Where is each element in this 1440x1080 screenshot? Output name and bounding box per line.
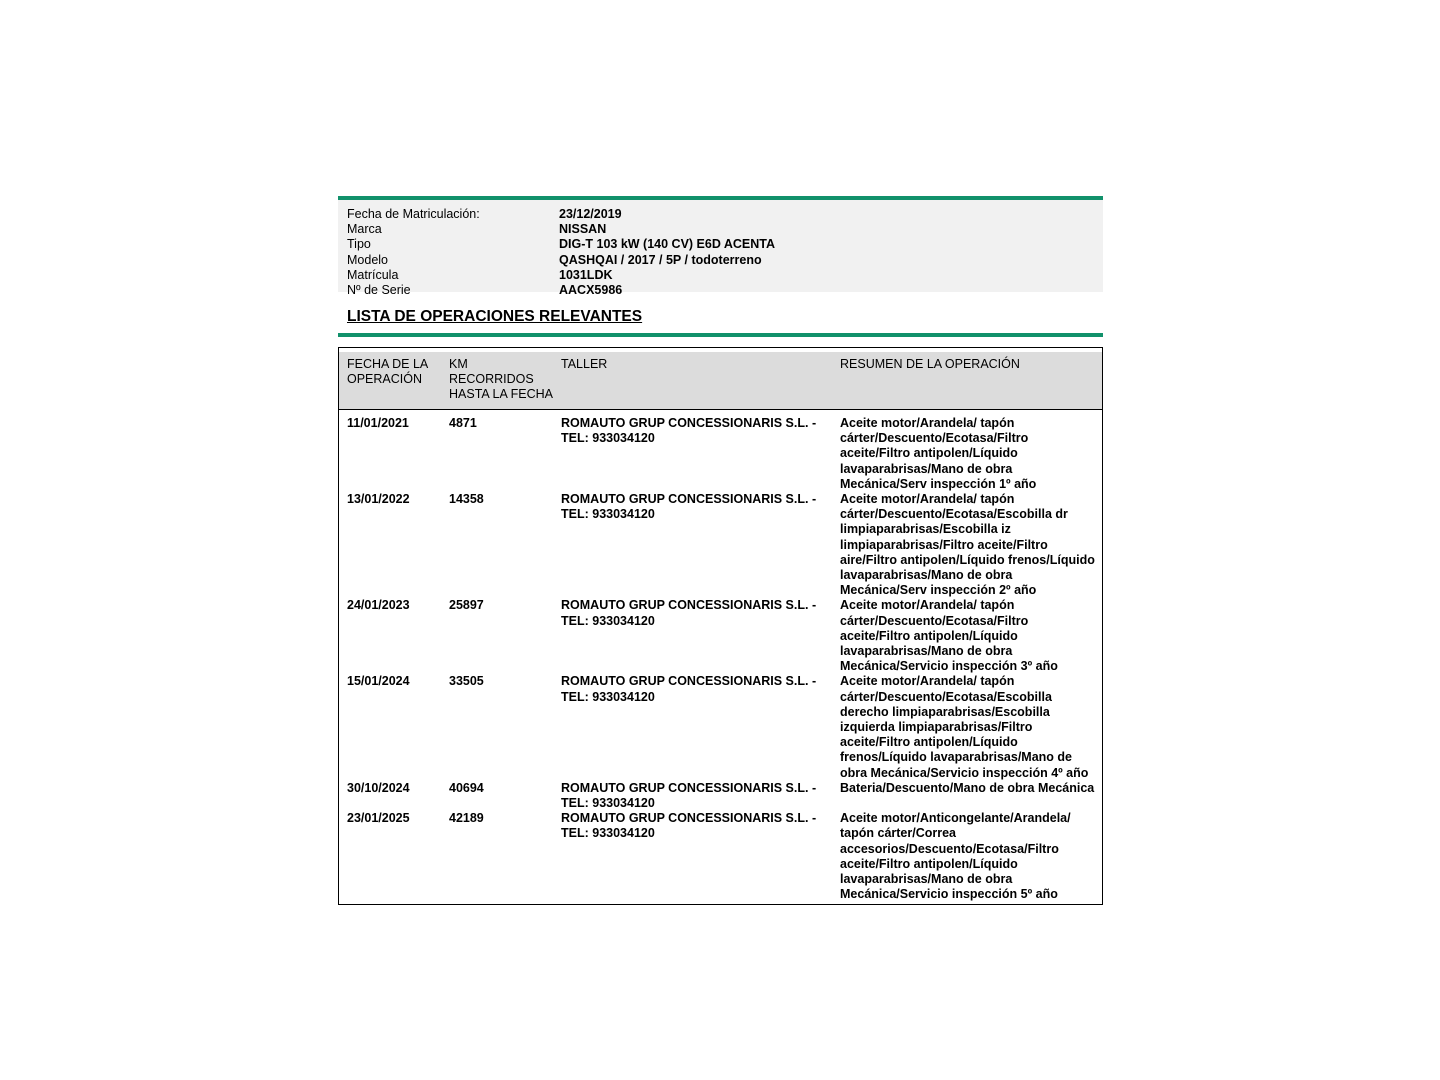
table-row: [339, 416, 1102, 492]
field-label: Fecha de Matriculación:: [347, 207, 480, 221]
field-value: 23/12/2019: [559, 207, 622, 221]
field-label: Modelo: [347, 252, 388, 267]
row-date: 24/01/2023: [347, 598, 410, 613]
table-row: [339, 674, 1102, 780]
field-value: NISSAN: [559, 222, 607, 237]
field-value: DIG-T 103 kW (140 CV) E6D ACENTA: [559, 237, 776, 252]
row-resumen: Bateria/Descuento/Mano de obra Mecánica: [840, 780, 1095, 795]
vehicle-info-box: [338, 200, 1103, 297]
vehicle-field-brand: [347, 222, 1094, 237]
row-taller: ROMAUTO GRUP CONCESSIONARIS S.L. - TEL: 933034120: [561, 674, 817, 704]
row-taller: ROMAUTO GRUP CONCESSIONARIS S.L. - TEL: 933034120: [561, 598, 817, 628]
row-km: 4871: [449, 416, 477, 430]
field-value: 1031LDK: [559, 267, 613, 282]
row-km: 25897: [449, 598, 484, 613]
row-resumen: Aceite motor/Arandela/ tapón cárter/Descuento/Ecotasa/Escobilla dr limpiaparabrisas/Escobilla iz limpiaparabrisas/Filtro aceite/Filtro aire/Filtro antipolen/Líquido frenos/Líquido lavaparabrisas/Mano de obra Mecánica/Serv inspección 2º año: [840, 492, 1095, 598]
row-date: 15/01/2024: [347, 674, 410, 689]
operations-table: [338, 347, 1103, 905]
header-resumen: RESUMEN DE LA OPERACIÓN: [840, 357, 1020, 371]
header-taller: TALLER: [561, 357, 608, 371]
row-date: 23/01/2025: [347, 811, 410, 826]
row-taller: ROMAUTO GRUP CONCESSIONARIS S.L. - TEL: 933034120: [561, 780, 817, 811]
header-date: FECHA DE LA OPERACIÓN: [347, 357, 428, 387]
field-label: Matrícula: [347, 267, 399, 282]
field-value: AACX5986: [559, 282, 623, 297]
field-value: QASHQAI / 2017 / 5P / todoterreno: [559, 252, 762, 267]
vehicle-field-serial: [347, 283, 1094, 298]
row-resumen: Aceite motor/Arandela/ tapón cárter/Descuento/Ecotasa/Filtro aceite/Filtro antipolen/Líquido lavaparabrisas/Mano de obra Mecánica/Serv inspección 1º año: [840, 416, 1037, 491]
row-resumen: Aceite motor/Arandela/ tapón cárter/Descuento/Ecotasa/Escobilla derecho limpiaparabrisas/Escobilla izquierda limpiaparabrisas/Filtro aceite/Filtro antipolen/Líquido frenos/Líquido lavaparabrisas/Mano de obra Mecánica/Servicio inspección 4º año: [840, 674, 1089, 780]
row-km: 42189: [449, 811, 484, 826]
row-date: 13/01/2022: [347, 492, 410, 507]
field-label: Marca: [347, 222, 382, 237]
row-date: 30/10/2024: [347, 780, 410, 795]
section-title: LISTA DE OPERACIONES RELEVANTES: [347, 308, 643, 325]
field-label: Nº de Serie: [347, 282, 411, 297]
table-row: [339, 492, 1102, 598]
row-km: 40694: [449, 780, 484, 795]
row-taller: ROMAUTO GRUP CONCESSIONARIS S.L. - TEL: 933034120: [561, 416, 817, 446]
row-resumen: Aceite motor/Arandela/ tapón cárter/Descuento/Ecotasa/Filtro aceite/Filtro antipolen/Líquido lavaparabrisas/Mano de obra Mecánica/Servicio inspección 3º año: [840, 598, 1058, 674]
header-km: KM RECORRIDOS HASTA LA FECHA: [449, 357, 553, 402]
vehicle-report: [338, 196, 1103, 905]
row-km: 14358: [449, 492, 484, 507]
table-row: [339, 781, 1102, 811]
row-taller: ROMAUTO GRUP CONCESSIONARIS S.L. - TEL: 933034120: [561, 492, 817, 522]
table-body: [339, 410, 1102, 904]
field-label: Tipo: [347, 237, 371, 252]
table-row: [339, 598, 1102, 674]
vehicle-field-model: [347, 253, 1094, 268]
vehicle-field-type: [347, 237, 1094, 252]
section-divider: [338, 333, 1103, 337]
vehicle-field-plate: [347, 268, 1094, 283]
vehicle-field-registration-date: [347, 207, 1094, 222]
row-taller: ROMAUTO GRUP CONCESSIONARIS S.L. - TEL: 933034120: [561, 811, 817, 841]
row-date: 11/01/2021: [347, 416, 409, 430]
row-km: 33505: [449, 674, 484, 689]
row-resumen: Aceite motor/Anticongelante/Arandela/ tapón cárter/Correa accesorios/Descuento/Ecotasa/Filtro aceite/Filtro antipolen/Líquido lavaparabrisas/Mano de obra Mecánica/Servicio inspección 5º año: [840, 811, 1071, 902]
table-header-row: [339, 352, 1102, 410]
table-row: [339, 811, 1102, 902]
